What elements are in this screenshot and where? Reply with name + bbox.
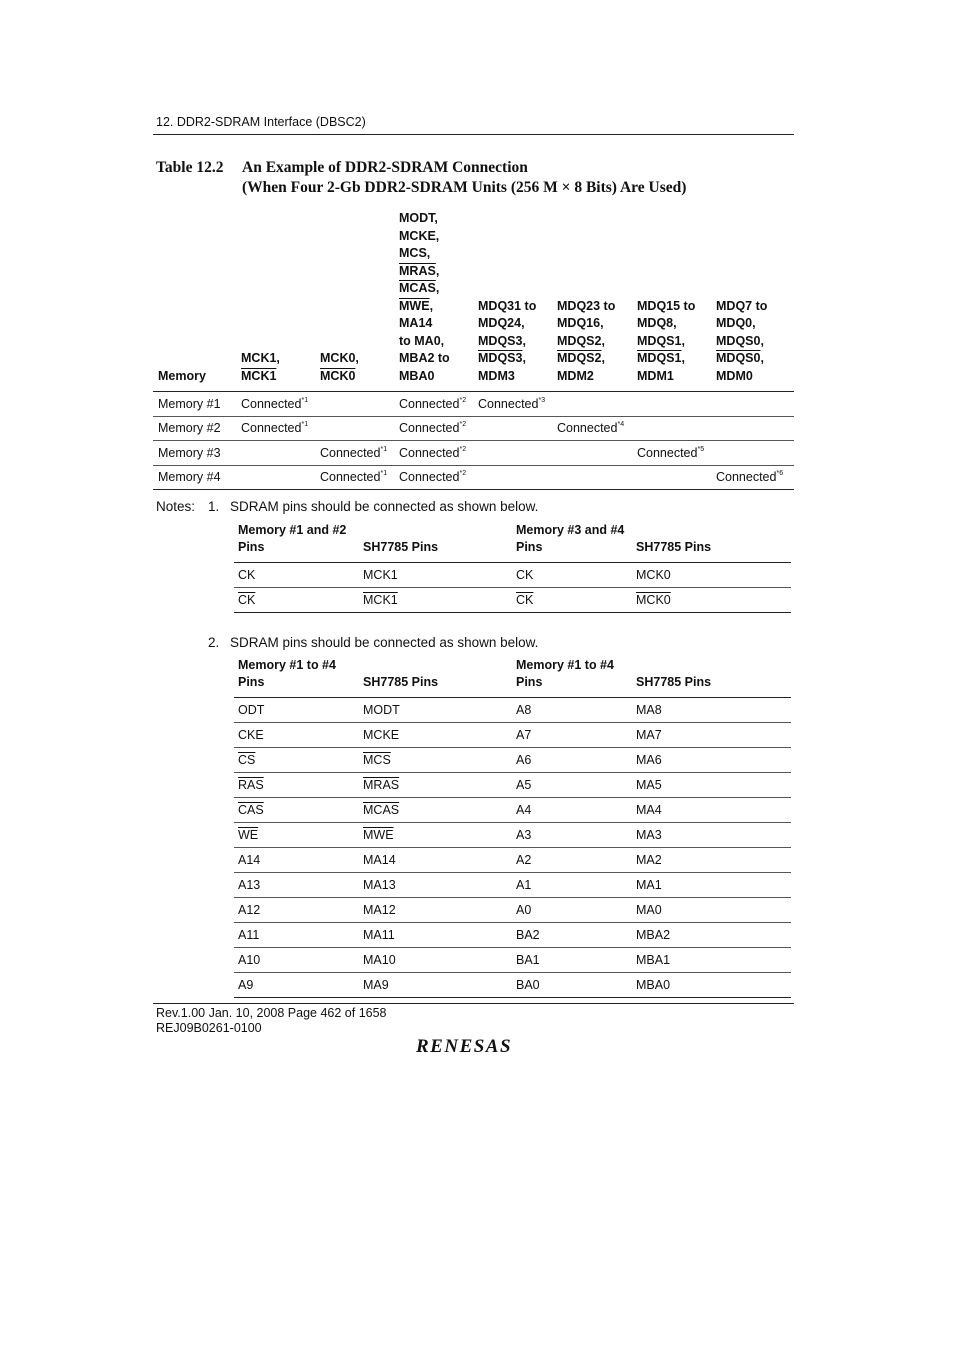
footer — [156, 1006, 387, 1036]
pin-table-header — [234, 657, 791, 698]
table-caption — [156, 158, 686, 198]
pin-cell: $\overline{CK}$ — [512, 588, 632, 613]
header-sh7785-pins: SH7785 Pins — [363, 675, 439, 689]
empty-cell — [236, 465, 315, 490]
sh7785-pin-cell: MCAS — [359, 798, 512, 823]
table-row — [153, 392, 794, 417]
connected-cell: Connected$^{*2}$ — [394, 416, 473, 441]
sh7785-pin-cell: MCK0 — [632, 563, 791, 588]
pin-cell: CK — [512, 563, 632, 588]
sh7785-pin-cell: MA7 — [632, 723, 791, 748]
sh7785-pin-cell: MBA2 — [632, 923, 791, 948]
connected-cell: Connected$^{*5}$ — [632, 441, 711, 466]
pin-cell: A9 — [234, 973, 359, 998]
empty-cell — [315, 416, 394, 441]
pin-cell: A5 — [512, 773, 632, 798]
table-row — [234, 873, 791, 898]
connected-cell: Connected$^{*2}$ — [394, 441, 473, 466]
sh7785-pin-cell: MA2 — [632, 848, 791, 873]
sh7785-pin-cell: MCK0 — [632, 588, 791, 613]
pin-cell: A2 — [512, 848, 632, 873]
header-mck1: MCK1, MCK1 — [241, 351, 280, 383]
sh7785-pin-cell: $\overline{MCS}$ — [359, 748, 512, 773]
sh7785-pin-cell: MBA1 — [632, 948, 791, 973]
empty-cell — [315, 392, 394, 417]
footer-doc-number: REJ09B0261-0100 — [156, 1021, 262, 1035]
table-number: Table 12.2 — [156, 159, 224, 176]
footer-revision: Rev.1.00 Jan. 10, 2008 Page 462 of 1658 — [156, 1006, 387, 1020]
empty-cell — [473, 416, 552, 441]
sh7785-pin-cell: MA6 — [632, 748, 791, 773]
table-row — [234, 948, 791, 973]
connected-cell: Connected$^{*6}$ — [711, 465, 794, 490]
sh7785-pin-cell: MODT — [359, 698, 512, 723]
header-mdq15-8: MDQ15 to MDQ8, MDQS1, MDQS1, MDM1 — [637, 298, 696, 383]
pin-cell: BA1 — [512, 948, 632, 973]
pin-cell: A10 — [234, 948, 359, 973]
empty-cell — [552, 392, 632, 417]
connected-cell: Connected$^{*1}$ — [315, 465, 394, 490]
renesas-logo-mark — [414, 1034, 534, 1058]
pin-cell: A11 — [234, 923, 359, 948]
sh7785-pin-cell: MA10 — [359, 948, 512, 973]
pin-cell: CK — [234, 563, 359, 588]
connected-cell: Connected$^{*1}$ — [236, 416, 315, 441]
pin-cell: $\overline{WE}$ — [234, 823, 359, 848]
header-memory: Memory — [158, 368, 206, 383]
renesas-logo — [414, 1034, 534, 1063]
header-pins: Memory #1 to #4 Pins — [238, 658, 336, 689]
header-pins: Memory #3 and #4 Pins — [516, 523, 625, 554]
connected-cell: Connected$^{*4}$ — [552, 416, 632, 441]
pin-cell: CKE — [234, 723, 359, 748]
sh7785-pin-cell: MA12 — [359, 898, 512, 923]
sh7785-pin-cell: MRAS — [359, 773, 512, 798]
pin-cell: A13 — [234, 873, 359, 898]
table-row — [153, 441, 794, 466]
pin-cell: A3 — [512, 823, 632, 848]
empty-cell — [632, 416, 711, 441]
header-mdq7-0: MDQ7 to MDQ0, MDQS0, MDQS0, MDM0 — [716, 298, 768, 383]
connection-table — [153, 210, 794, 490]
logo-text: RENESAS — [416, 1036, 513, 1057]
connected-cell: Connected$^{*1}$ — [236, 392, 315, 417]
header-control-address: MODT, MCKE, MCS, MRAS, MCAS, $\overline{MWE}$, MA14 to MA0, MBA2 to MBA0 — [399, 211, 450, 383]
pin-table-control-address — [234, 657, 791, 998]
sh7785-pin-cell: MA1 — [632, 873, 791, 898]
table-row — [234, 773, 791, 798]
pin-cell: $\overline{CS}$ — [234, 748, 359, 773]
memory-cell: Memory #4 — [153, 465, 236, 490]
table-row — [234, 588, 791, 613]
table-row — [234, 563, 791, 588]
table-row — [234, 898, 791, 923]
header-rule — [153, 134, 794, 135]
pin-cell: BA0 — [512, 973, 632, 998]
empty-cell — [711, 392, 794, 417]
pin-cell: ODT — [234, 698, 359, 723]
header-pins: Memory #1 and #2 Pins — [238, 523, 347, 554]
sh7785-pin-cell: MA3 — [632, 823, 791, 848]
table-row — [234, 973, 791, 998]
pin-cell: A1 — [512, 873, 632, 898]
memory-cell: Memory #2 — [153, 416, 236, 441]
table-row — [234, 798, 791, 823]
memory-cell: Memory #1 — [153, 392, 236, 417]
empty-cell — [711, 441, 794, 466]
table-row — [234, 923, 791, 948]
sh7785-pin-cell: MCKE — [359, 723, 512, 748]
pin-cell: A7 — [512, 723, 632, 748]
empty-cell — [552, 465, 632, 490]
table-row — [234, 848, 791, 873]
sh7785-pin-cell: MBA0 — [632, 973, 791, 998]
header-sh7785-pins: SH7785 Pins — [636, 675, 712, 689]
note-1-text: SDRAM pins should be connected as shown below. — [230, 499, 539, 514]
empty-cell — [236, 441, 315, 466]
sh7785-pin-cell: MA11 — [359, 923, 512, 948]
pin-cell: A8 — [512, 698, 632, 723]
sh7785-pin-cell: MA5 — [632, 773, 791, 798]
table-row — [153, 416, 794, 441]
connected-cell: Connected$^{*1}$ — [315, 441, 394, 466]
sh7785-pin-cell: MA8 — [632, 698, 791, 723]
pin-cell: $\overline{RAS}$ — [234, 773, 359, 798]
sh7785-pin-cell: MA4 — [632, 798, 791, 823]
table-title-line2: (When Four 2-Gb DDR2-SDRAM Units (256 M × 8 Bits) Are Used) — [242, 179, 687, 196]
empty-cell — [632, 465, 711, 490]
header-mck0: MCK0, MCK0 — [320, 351, 359, 383]
table-row — [234, 748, 791, 773]
connected-cell: Connected$^{*2}$ — [394, 465, 473, 490]
pin-cell: A14 — [234, 848, 359, 873]
note-2 — [208, 635, 538, 650]
table-row — [234, 823, 791, 848]
header-sh7785-pins: SH7785 Pins — [636, 540, 712, 554]
empty-cell — [473, 465, 552, 490]
pin-cell: A12 — [234, 898, 359, 923]
note-2-text: SDRAM pins should be connected as shown below. — [230, 635, 539, 650]
sh7785-pin-cell: MCK1 — [359, 588, 512, 613]
header-sh7785-pins: SH7785 Pins — [363, 540, 439, 554]
connected-cell: Connected$^{*2}$ — [394, 392, 473, 417]
pin-cell: $\overline{CAS}$ — [234, 798, 359, 823]
empty-cell — [552, 441, 632, 466]
sh7785-pin-cell: MCK1 — [359, 563, 512, 588]
sh7785-pin-cell: MA14 — [359, 848, 512, 873]
notes-label: Notes: — [156, 499, 196, 514]
sh7785-pin-cell: MA0 — [632, 898, 791, 923]
header-pins: Memory #1 to #4 Pins — [516, 658, 614, 689]
connection-table-header — [153, 210, 794, 392]
header-mdq31-24: MDQ31 to MDQ24, MDQS3, MDQS3, MDM3 — [478, 298, 537, 383]
pin-cell: $\overline{CK}$ — [234, 588, 359, 613]
pin-cell: A6 — [512, 748, 632, 773]
pin-cell: A0 — [512, 898, 632, 923]
pin-table-header — [234, 522, 791, 563]
table-row — [234, 698, 791, 723]
note-2-number: 2. — [208, 635, 220, 650]
note-1 — [156, 499, 538, 514]
empty-cell — [632, 392, 711, 417]
table-row — [153, 465, 794, 490]
connected-cell: Connected$^{*3}$ — [473, 392, 552, 417]
pin-table-clock — [234, 522, 791, 613]
pin-cell: BA2 — [512, 923, 632, 948]
empty-cell — [473, 441, 552, 466]
empty-cell — [711, 416, 794, 441]
note-1-number: 1. — [208, 499, 220, 514]
running-header: 12. DDR2-SDRAM Interface (DBSC2) — [156, 115, 366, 129]
sh7785-pin-cell: MA13 — [359, 873, 512, 898]
sh7785-pin-cell: MA9 — [359, 973, 512, 998]
pin-cell: A4 — [512, 798, 632, 823]
footer-rule — [153, 1003, 794, 1004]
header-mdq23-16: MDQ23 to MDQ16, MDQS2, MDQS2, MDM2 — [557, 298, 616, 383]
memory-cell: Memory #3 — [153, 441, 236, 466]
table-title-line1: An Example of DDR2-SDRAM Connection — [242, 159, 528, 176]
table-row — [234, 723, 791, 748]
sh7785-pin-cell: $\overline{MWE}$ — [359, 823, 512, 848]
